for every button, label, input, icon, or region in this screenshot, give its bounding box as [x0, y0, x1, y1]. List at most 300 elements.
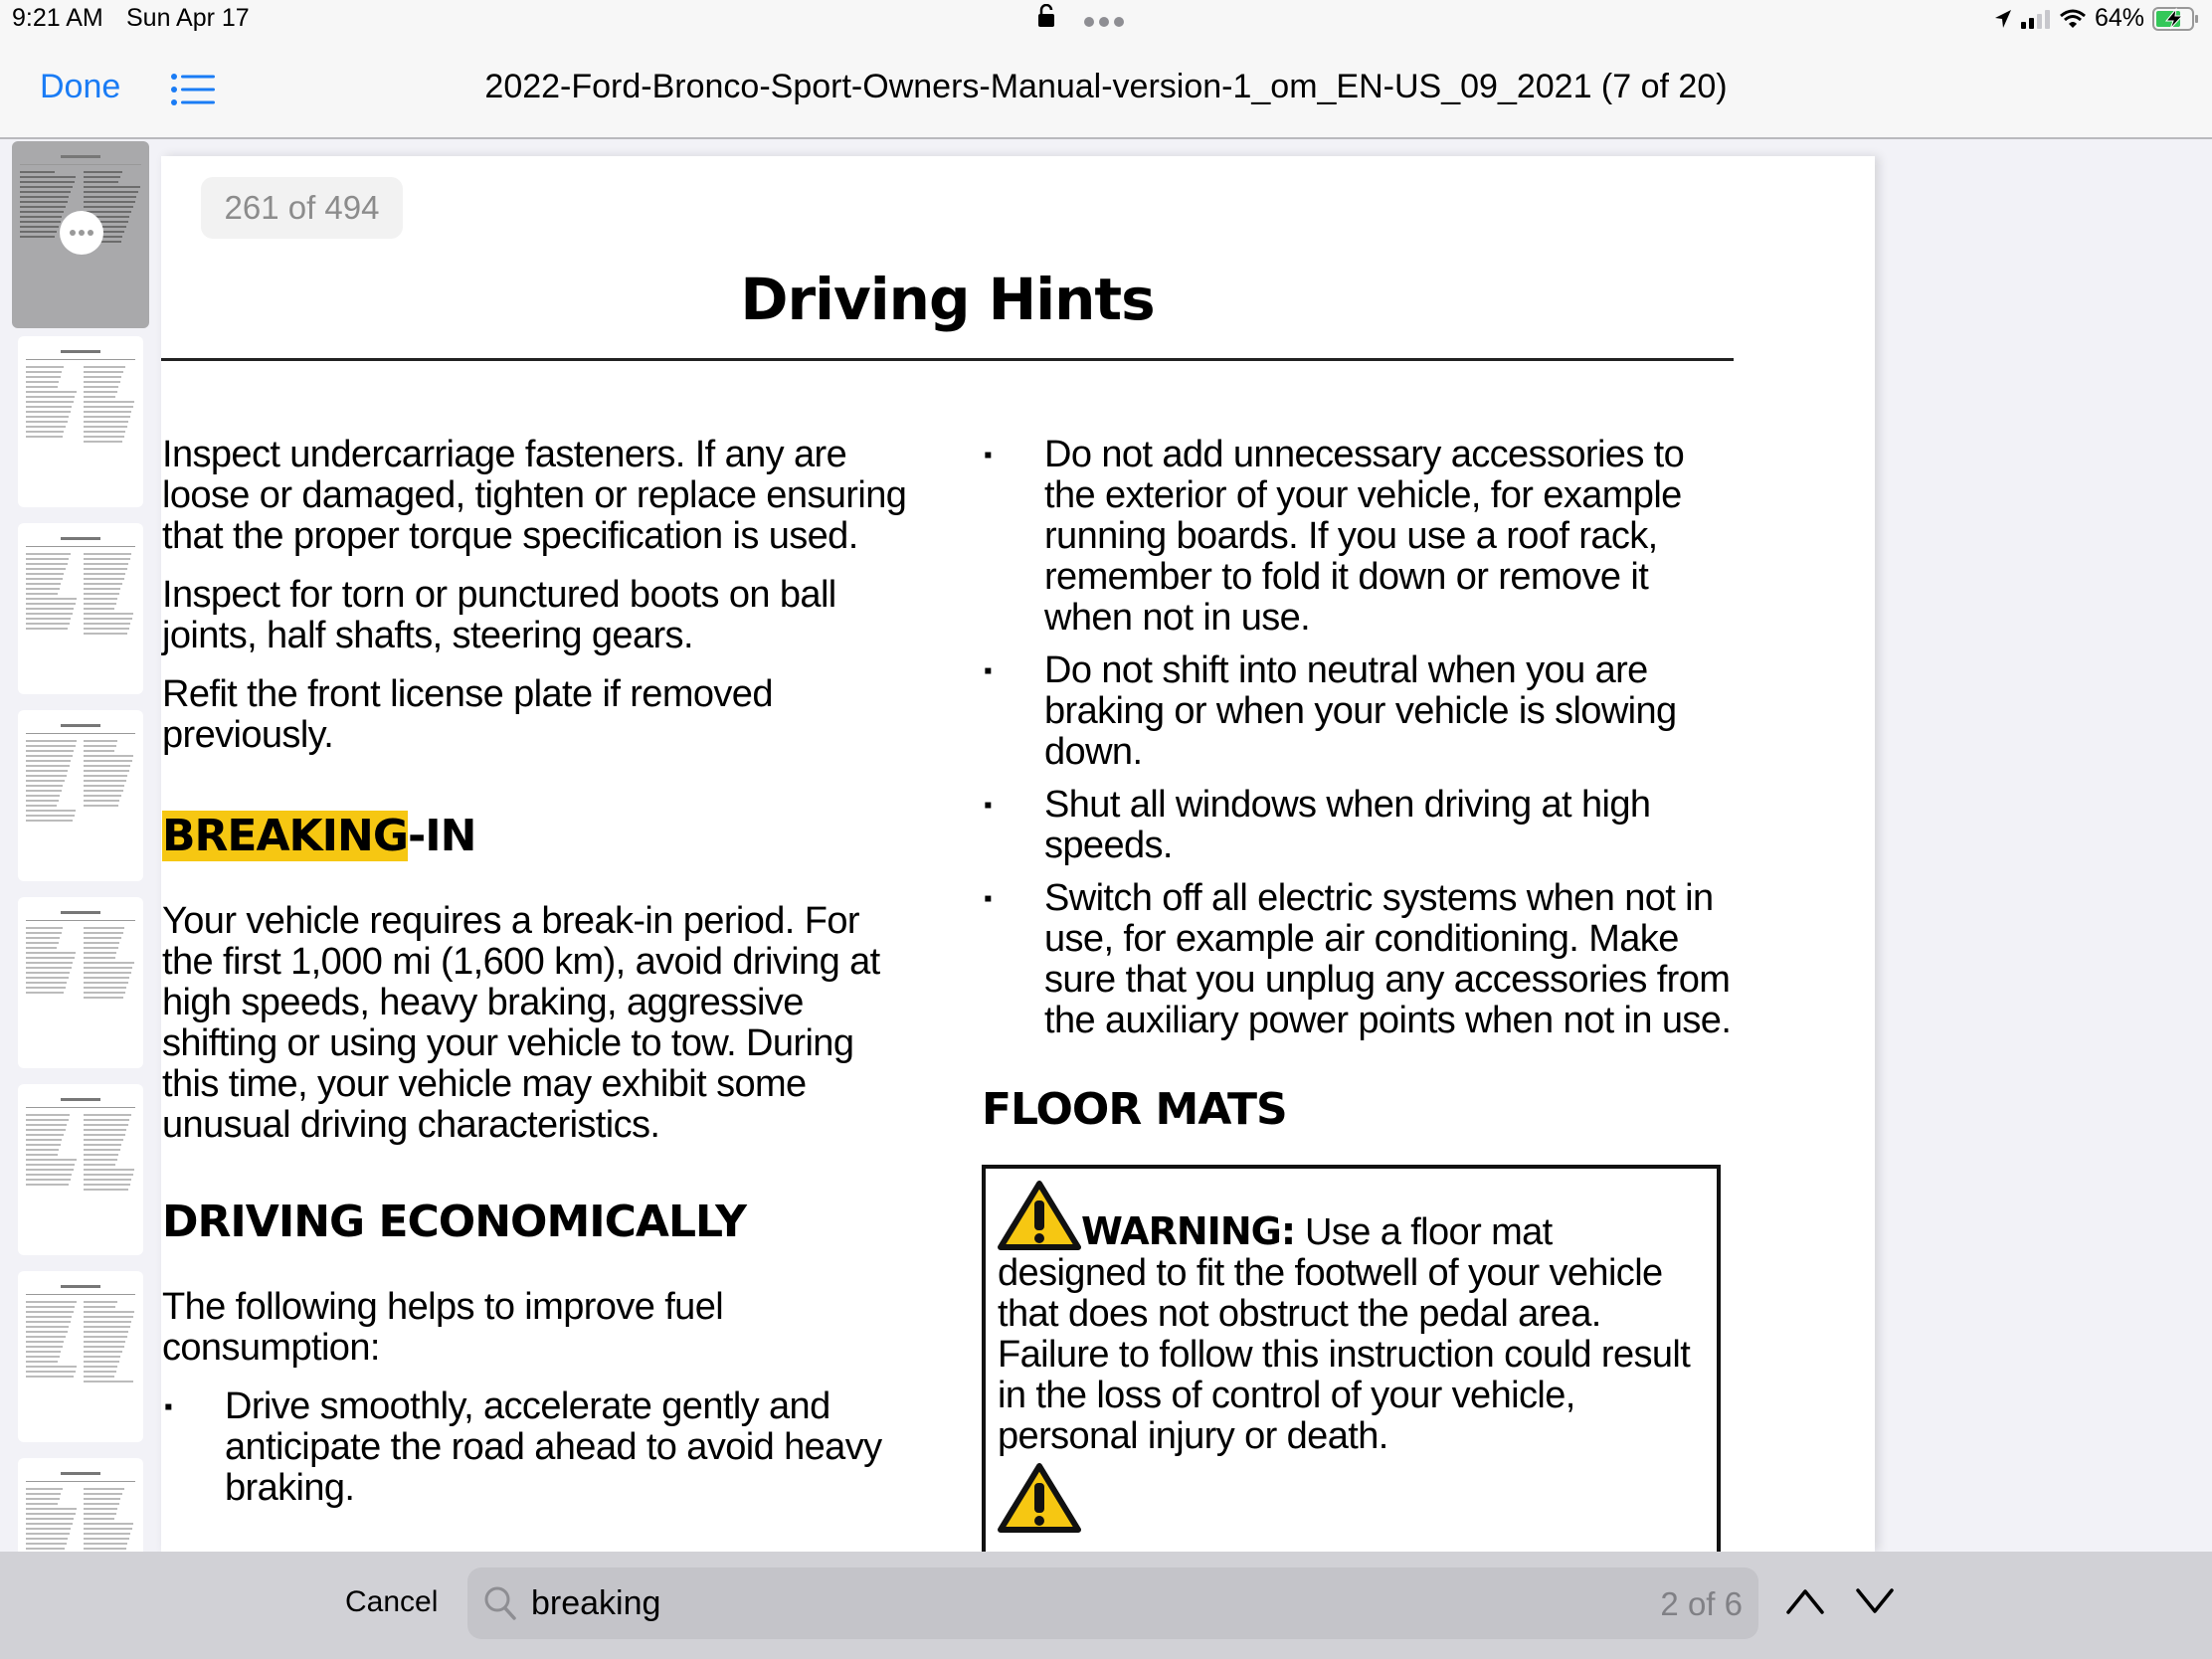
thumbnail-text-line: [26, 810, 76, 812]
thumbnail-text-line: [26, 608, 74, 610]
thumbnail-text-line: [26, 1336, 66, 1338]
thumbnail-text-line: [26, 436, 63, 438]
thumbnail-text-line: [84, 1488, 124, 1490]
thumbnail-text-line: [20, 211, 64, 213]
list-item-text: Do not shift into neutral when you are braking or when your vehicle is slowing down.: [1044, 649, 1677, 773]
thumbnail-text-line: [26, 745, 76, 747]
thumbnail-text-line: [26, 937, 60, 939]
thumbnail-text-line: [84, 947, 118, 949]
thumbnail-text-line: [84, 1184, 130, 1186]
thumbnail-text-line: [20, 231, 57, 233]
title-divider: [161, 358, 1734, 361]
thumbnail-text-line: [84, 573, 125, 575]
page-thumbnail[interactable]: [18, 1271, 143, 1442]
thumbnail-text-line: [84, 1114, 131, 1116]
thumbnail-text-line: [26, 573, 64, 575]
list-item: [982, 650, 1738, 773]
thumbnail-text-line: [84, 206, 133, 208]
thumbnail-text-line: [26, 1119, 69, 1121]
thumbnail-text-line: [84, 431, 125, 433]
page-thumbnail[interactable]: [12, 141, 149, 328]
list-item-text: Shut all windows when driving at high speeds.: [1044, 784, 1651, 866]
thumbnail-text-line: [84, 583, 122, 585]
thumbnail-text-line: [26, 957, 75, 959]
thumbnail-text-line: [26, 588, 60, 590]
thumbnail-text-line: [84, 1179, 131, 1181]
page-thumbnail[interactable]: [18, 710, 143, 881]
battery-charging-icon: [2152, 7, 2200, 31]
thumbnail-text-line: [84, 416, 130, 418]
thumbnail-text-line: [26, 553, 71, 555]
thumbnail-text-line: [84, 755, 133, 757]
thumbnail-text-line: [84, 381, 120, 383]
thumbnail-text-line: [84, 1174, 133, 1176]
thumbnail-text-line: [84, 1548, 126, 1550]
thumbnail-text-line: [26, 1139, 62, 1141]
thumbnail-text-line: [84, 618, 132, 620]
thumbnail-text-line: [84, 1508, 117, 1510]
thumbnail-text-line: [26, 1159, 77, 1161]
thumbnail-text-line: [84, 1518, 114, 1520]
thumbnail-text-line: [20, 176, 76, 178]
thumbnail-text-line: [84, 1321, 131, 1323]
thumbnail-text-line: [26, 815, 75, 817]
thumbnail-text-line: [84, 421, 128, 423]
thumbnail-text-line: [84, 578, 124, 580]
thumbnail-text-line: [84, 1134, 125, 1136]
thumbnail-text-line: [84, 1523, 133, 1525]
thumbnail-text-line: [26, 568, 66, 570]
thumbnail-text-line: [84, 553, 131, 555]
thumbnail-text-line: [26, 1493, 61, 1495]
thumbnail-text-line: [26, 1528, 71, 1530]
thumbnail-text-line: [84, 1346, 124, 1348]
thumbnail-text-line: [26, 598, 77, 600]
thumbnail-text-line: [26, 785, 63, 787]
multitask-dots-icon[interactable]: [1084, 17, 1124, 27]
thumbnail-text-line: [26, 411, 71, 413]
thumbnail-text-line: [84, 1528, 132, 1530]
thumbnail-text-line: [26, 952, 76, 954]
thumbnail-text-line: [84, 441, 122, 443]
thumbnail-text-line: [26, 795, 60, 797]
list-item-text: Do not add unnecessary accessories to the exterior of your vehicle, for example running boards. If you use a roof rack, remember to fold it down or remove it when not in use.: [1044, 434, 1685, 639]
thumbnail-text-line: [26, 1326, 69, 1328]
thumbnail-text-line: [26, 1149, 59, 1151]
done-button[interactable]: Done: [40, 68, 121, 105]
thumbnail-text-line: [84, 1356, 120, 1358]
thumbnail-text-line: [84, 1381, 133, 1382]
warning-triangle-icon: [998, 1463, 1081, 1533]
thumbnail-text-line: [84, 1493, 122, 1495]
thumbnail-text-line: [26, 1366, 77, 1368]
document-title: 2022-Ford-Bronco-Sport-Owners-Manual-version-1_om_EN-US_09_2021 (7 of 20): [484, 68, 1728, 105]
thumbnail-text-line: [26, 1179, 71, 1181]
document-page[interactable]: [161, 156, 1875, 1552]
thumbnail-text-line: [84, 366, 125, 368]
thumbnail-text-line: [84, 1306, 115, 1308]
status-date: Sun Apr 17: [126, 4, 250, 32]
paragraph: Inspect undercarriage fasteners. If any are loose or damaged, tighten or replace ensuring that the proper torque specification is used.: [162, 434, 907, 557]
thumbnail-text-line: [84, 1543, 127, 1545]
warning-label: WARNING:: [1081, 1209, 1296, 1253]
thumbnail-text-line: [84, 633, 127, 635]
thumbnail-text-line: [26, 623, 70, 625]
thumbnail-text-line: [84, 967, 132, 969]
thumbnail-text-line: [84, 613, 133, 615]
thumbnail-text-line: [26, 967, 72, 969]
thumbnail-text-line: [84, 563, 128, 565]
thumbnail-text-line: [84, 628, 129, 630]
thumbnail-text-line: [26, 1351, 61, 1353]
chevron-up-icon[interactable]: [1785, 1587, 1825, 1615]
bullet-glyph: ▪: [164, 1393, 172, 1420]
thumbnail-text-line: [26, 982, 67, 984]
thumbnail-text-line: [20, 216, 62, 218]
thumbnail-title-mark: [61, 350, 100, 353]
thumbnail-text-line: [84, 1326, 130, 1328]
page-title: Driving Hints: [740, 266, 1155, 333]
thumbnail-text-line: [84, 171, 122, 173]
thumbnail-text-line: [26, 613, 73, 615]
thumbnail-text-line: [84, 1341, 125, 1343]
thumbnail-text-line: [26, 1321, 71, 1323]
thumbnail-text-line: [26, 406, 72, 408]
search-icon: [483, 1585, 517, 1621]
thumbnail-text-line: [26, 1498, 60, 1500]
thumbnail-text-line: [84, 406, 133, 408]
thumbnail-text-line: [84, 800, 119, 802]
status-indicators: [1993, 4, 2200, 33]
thumbnail-text-line: [84, 623, 130, 625]
heading-suffix: -IN: [407, 811, 476, 861]
thumbnail-text-line: [84, 775, 127, 777]
thumbnail-rule: [26, 733, 135, 734]
navigation-bar: [0, 40, 2212, 139]
cellular-signal-icon: [2021, 9, 2051, 29]
thumbnail-text-line: [84, 1164, 115, 1166]
thumbnail-text-line: [26, 1129, 66, 1131]
thumbnail-text-line: [84, 1371, 116, 1373]
thumbnail-text-line: [26, 431, 64, 433]
thumbnail-text-line: [26, 770, 68, 772]
thumbnail-text-line: [84, 1144, 121, 1146]
thumbnail-text-line: [26, 780, 65, 782]
thumbnail-text-line: [26, 1503, 58, 1505]
thumbnail-text-line: [84, 1351, 122, 1353]
thumbnail-text-line: [84, 391, 117, 393]
thumbnail-text-line: [26, 962, 73, 964]
location-arrow-icon: [1993, 8, 2013, 30]
thumbnail-text-line: [26, 1184, 69, 1186]
match-count: 2 of 6: [1660, 1585, 1743, 1622]
thumbnail-text-line: [84, 191, 138, 193]
thumbnail-rule: [26, 1294, 135, 1295]
battery-percent: 64%: [2094, 4, 2144, 32]
thumbnail-text-line: [84, 937, 121, 939]
thumbnail-text-line: [20, 186, 73, 188]
thumbnail-text-line: [26, 1311, 74, 1313]
thumbnail-text-line: [26, 740, 77, 742]
thumbnail-text-line: [26, 800, 59, 802]
thumbnail-rule: [20, 164, 141, 165]
left-column: [162, 435, 908, 1521]
thumbnail-title-mark: [61, 1285, 100, 1288]
driving-economically-heading: DRIVING ECONOMICALLY: [162, 1197, 747, 1247]
thumbnail-text-line: [84, 608, 114, 610]
thumbnail-text-line: [84, 1331, 128, 1333]
thumbnail-text-line: [26, 765, 70, 767]
paragraph: Inspect for torn or punctured boots on ball joints, half shafts, steering gears.: [162, 574, 836, 656]
thumbnail-text-line: [26, 1533, 70, 1535]
thumbnail-text-line: [26, 416, 69, 418]
thumbnail-text-line: [26, 1316, 72, 1318]
thumbnail-text-line: [26, 1341, 64, 1343]
status-bar: [0, 0, 2212, 40]
list-item: [982, 435, 1738, 639]
thumbnail-text-line: [84, 603, 116, 605]
thumbnail-text-line: [84, 436, 124, 438]
wifi-icon: [2059, 8, 2087, 30]
thumbnail-text-line: [84, 186, 140, 188]
thumbnail-text-line: [26, 820, 73, 822]
bullet-glyph: ▪: [984, 442, 992, 468]
thumbnail-text-line: [26, 942, 59, 944]
thumbnail-text-line: [26, 1164, 75, 1166]
thumbnail-title-mark: [61, 155, 100, 158]
thumbnail-text-line: [84, 987, 126, 989]
thumbnail-text-line: [84, 1189, 128, 1191]
thumbnail-text-line: [26, 760, 71, 762]
thumbnail-text-line: [26, 1538, 68, 1540]
thumbnail-rule: [26, 359, 135, 360]
thumbnail-title-mark: [61, 911, 100, 914]
thumbnail-text-line: [26, 972, 70, 974]
thumbnail-title-mark: [61, 1098, 100, 1101]
thumbnail-text-line: [26, 371, 62, 373]
chevron-down-icon[interactable]: [1855, 1587, 1895, 1615]
thumbnail-text-line: [84, 785, 124, 787]
thumbnail-text-line: [26, 1371, 76, 1373]
thumbnail-text-line: [84, 181, 118, 183]
thumbnail-text-line: [20, 221, 61, 223]
thumbnail-text-line: [26, 805, 57, 807]
thumbnail-text-line: [26, 1361, 58, 1363]
thumbnail-text-line: [26, 366, 64, 368]
list-item: [982, 878, 1738, 1041]
lock-icon: [1037, 4, 1055, 28]
thumbnail-text-line: [84, 805, 118, 807]
thumbnail-text-line: [26, 790, 62, 792]
find-bar: [0, 1552, 2212, 1659]
thumbnail-text-line: [84, 745, 116, 747]
page-thumbnail[interactable]: [18, 1084, 143, 1255]
thumbnail-text-line: [84, 176, 120, 178]
thumbnail-text-line: [84, 1301, 117, 1303]
thumbnail-text-line: [84, 760, 132, 762]
right-column: [982, 435, 1738, 1552]
paragraph: Refit the front license plate if removed previously.: [162, 673, 773, 756]
thumbnail-text-line: [26, 1518, 74, 1520]
thumbnail-text-line: [84, 386, 118, 388]
thumbnail-text-line: [20, 226, 59, 228]
thumbnail-text-line: [84, 932, 123, 934]
thumbnail-text-line: [26, 618, 71, 620]
thumbnail-text-line: [84, 401, 134, 403]
page-thumbnail[interactable]: [18, 897, 143, 1068]
thumbnail-text-line: [20, 181, 75, 183]
list-item-text: Switch off all electric systems when not in use, for example air conditioning. Make sure that you unplug any accessories from the auxiliary power points when not in use.: [1044, 877, 1732, 1041]
thumbnail-text-line: [26, 603, 76, 605]
thumbnail-text-line: [84, 588, 120, 590]
thumbnail-text-line: [26, 386, 58, 388]
page-thumbnail[interactable]: [18, 336, 143, 507]
search-highlight: BREAKING: [162, 811, 408, 861]
thumbnail-text-line: [26, 1488, 63, 1490]
thumbnail-text-line: [84, 770, 129, 772]
thumbnail-text-line: [26, 1144, 61, 1146]
thumbnail-text-line: [84, 568, 127, 570]
thumbnail-text-line: [26, 1174, 72, 1176]
search-field[interactable]: [467, 1567, 1758, 1639]
thumbnail-title-mark: [61, 724, 100, 727]
thumbnail-text-line: [84, 196, 136, 198]
warning-text: Use a floor mat designed to fit the footwell of your vehicle that does not obstruct the pedal area. Failure to follow this instruction could result in the loss of control of your vehicle, personal injury or death.: [998, 1211, 1691, 1457]
thumbnail-text-line: [84, 201, 135, 203]
thumbnail-rule: [26, 1481, 135, 1482]
thumbnail-text-line: [26, 1306, 75, 1308]
cancel-button[interactable]: Cancel: [345, 1585, 439, 1618]
thumbnail-text-line: [84, 1503, 119, 1505]
thumbnail-text-line: [84, 1129, 126, 1131]
thumbnail-text-line: [84, 1119, 129, 1121]
thumbnail-text-line: [26, 1508, 77, 1510]
thumbnail-text-line: [84, 411, 131, 413]
thumbnail-text-line: [84, 1513, 116, 1515]
page-thumbnail[interactable]: [18, 523, 143, 694]
thumbnail-text-line: [26, 775, 67, 777]
thumbnail-text-line: [84, 795, 121, 797]
thumbnail-text-line: [26, 396, 75, 398]
thumbnail-text-line: [26, 381, 59, 383]
thumbnail-text-line: [26, 1134, 64, 1136]
thumbnail-text-line: [84, 1361, 119, 1363]
thumbnail-text-line: [26, 1543, 67, 1545]
thumbnail-text-line: [84, 992, 125, 994]
thumbnail-text-line: [84, 1154, 118, 1156]
thumbnail-text-line: [26, 628, 68, 630]
thumbnail-text-line: [84, 997, 123, 999]
thumbnail-text-line: [26, 391, 77, 393]
thumbnail-text-line: [26, 1301, 77, 1303]
thumbnail-text-line: [26, 558, 69, 560]
thumbnail-text-line: [84, 977, 129, 979]
thumbnail-text-line: [84, 1311, 134, 1313]
thumbnail-text-line: [26, 1346, 63, 1348]
thumbnail-text-line: [26, 750, 74, 752]
thumbnail-rule: [26, 546, 135, 547]
thumbnail-text-line: [84, 371, 123, 373]
thumbnail-text-line: [20, 236, 55, 238]
thumbnail-text-line: [84, 740, 117, 742]
thumbnail-text-line: [84, 376, 121, 378]
thumbnail-text-line: [26, 578, 63, 580]
thumbnail-text-line: [20, 201, 68, 203]
thumbnail-text-line: [26, 426, 66, 428]
thumbnail-text-line: [26, 583, 61, 585]
thumbnail-text-line: [20, 191, 71, 193]
thumbnail-text-line: [26, 1523, 73, 1525]
thumbnail-text-line: [84, 1139, 123, 1141]
economy-intro: The following helps to improve fuel consumption:: [162, 1286, 724, 1369]
thumbnail-text-line: [26, 1114, 70, 1116]
thumbnail-text-line: [26, 1154, 58, 1156]
thumbnail-title-mark: [61, 1472, 100, 1475]
thumbnail-text-line: [84, 1366, 117, 1368]
thumbnail-text-line: [84, 780, 126, 782]
thumbnail-text-line: [26, 755, 73, 757]
thumbnail-text-line: [26, 1356, 60, 1358]
page-thumbnail[interactable]: [18, 1458, 143, 1552]
search-input[interactable]: [531, 1579, 1426, 1627]
list-item: [982, 785, 1738, 866]
list-item: [162, 1386, 908, 1509]
thumbnail-text-line: [84, 598, 117, 600]
thumbnail-text-line: [26, 563, 68, 565]
more-dots-icon[interactable]: [60, 211, 103, 255]
thumbnail-text-line: [84, 1316, 133, 1318]
bullet-glyph: ▪: [984, 657, 992, 684]
thumbnail-text-line: [84, 1538, 129, 1540]
thumbnail-text-line: [84, 1124, 128, 1126]
thumbnail-text-line: [26, 421, 68, 423]
thumbnail-text-line: [84, 750, 114, 752]
thumbnail-text-line: [26, 593, 58, 595]
warning-triangle-icon: [998, 1181, 1081, 1250]
thumbnail-text-line: [84, 972, 131, 974]
list-item-text: Drive smoothly, accelerate gently and anticipate the road ahead to avoid heavy braking.: [225, 1385, 882, 1509]
thumbnail-title-mark: [61, 537, 100, 540]
thumbnail-text-line: [84, 927, 124, 929]
thumbnail-text-line: [84, 1533, 130, 1535]
thumbnail-sidebar[interactable]: [0, 141, 161, 1552]
thumbnail-rule: [26, 920, 135, 921]
thumbnail-text-line: [26, 1124, 67, 1126]
page-indicator: 261 of 494: [201, 177, 403, 239]
thumbnail-text-line: [20, 196, 69, 198]
thumbnail-text-line: [84, 765, 130, 767]
thumbnail-text-line: [84, 593, 119, 595]
thumbnail-text-line: [84, 1159, 117, 1161]
status-time: 9:21 AM: [12, 4, 103, 32]
thumbnail-text-line: [84, 982, 128, 984]
breaking-in-text: Your vehicle requires a break-in period. For the first 1,000 mi (1,600 km), avoid driving at high speeds, heavy braking, aggressive shifting or using your vehicle to tow. During this time, your vehicle may exhibit some unusual driving characteristics.: [162, 900, 880, 1146]
warning-box: [982, 1165, 1721, 1552]
thumbnail-text-line: [26, 987, 66, 989]
thumbnail-text-line: [84, 942, 119, 944]
thumbnail-text-line: [84, 962, 134, 964]
thumbnail-text-line: [26, 1169, 74, 1171]
thumbnail-text-line: [84, 396, 115, 398]
thumbnail-text-line: [84, 790, 123, 792]
breaking-in-heading: [162, 812, 908, 861]
thumbnail-text-line: [26, 992, 64, 994]
floor-mats-heading: FLOOR MATS: [982, 1084, 1287, 1135]
thumbnail-text-line: [84, 558, 130, 560]
thumbnail-text-line: [26, 932, 62, 934]
thumbnail-rule: [26, 1107, 135, 1108]
thumbnail-text-line: [26, 927, 63, 929]
